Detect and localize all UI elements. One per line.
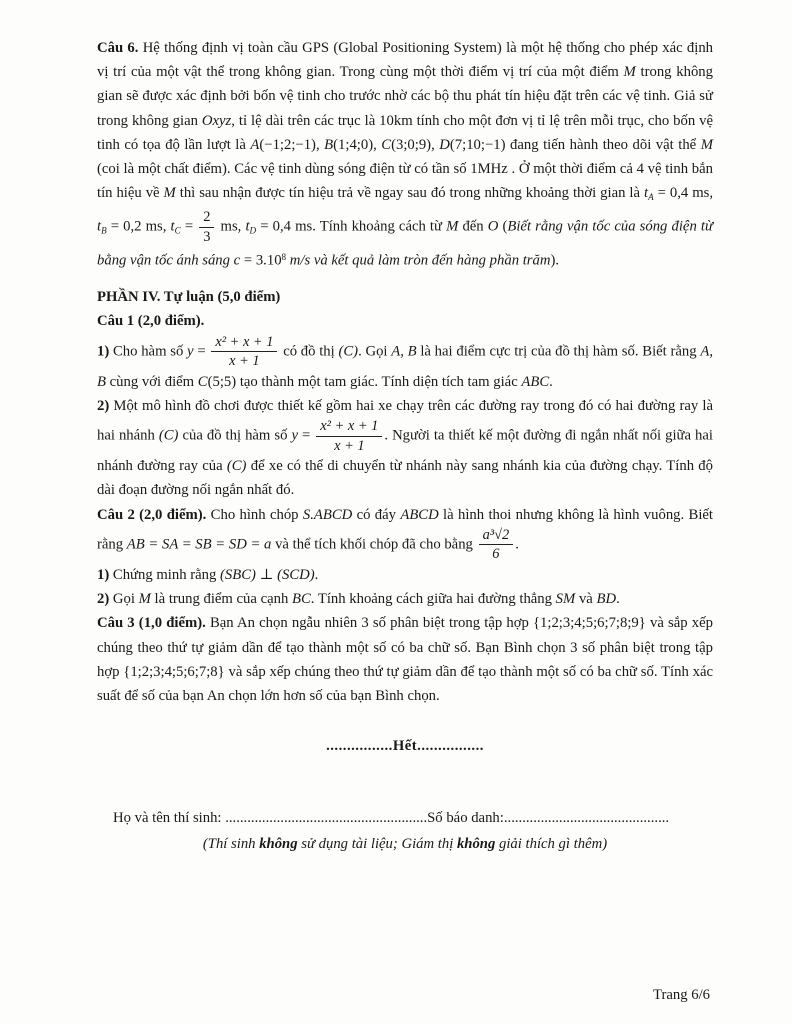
text-segment: (C) <box>338 343 359 360</box>
text-segment: M <box>138 591 151 608</box>
text-segment: 1) <box>97 567 110 583</box>
text-segment: y <box>291 427 298 444</box>
text-segment: M <box>163 185 176 202</box>
text-segment: (−1;2;−1), <box>259 136 325 153</box>
text-segment: SM <box>555 591 576 608</box>
fraction-formula: $\frac{\text{x² + x + 1}}{x + 1}$ <box>314 418 384 454</box>
text-segment: A, B <box>97 343 713 390</box>
text-segment: = 3.10 <box>240 253 282 269</box>
text-segment: để xe có thể di chuyển từ nhánh này sang nhánh kia của đường chạy. Tính độ dài đoạn đường nối ngắn nhất đó. <box>97 458 713 499</box>
text-segment: BC <box>291 591 311 608</box>
text-segment: A <box>648 192 654 203</box>
text-segment: O <box>487 218 499 235</box>
text-segment: C <box>381 136 392 153</box>
text-segment: = <box>180 218 198 235</box>
text-segment: m/s <box>286 253 311 269</box>
text-segment: . <box>314 567 319 583</box>
text-segment: Câu 1 (2,0 điểm). <box>97 313 205 330</box>
text-segment: sử dụng tài liệu; Giám thị <box>297 835 457 852</box>
text-segment: và sắp xếp chúng theo thứ tự giảm dần để tạo thành một số có ba chữ số. Bạn Bình chọn 3 số phân biệt trong tập hợp <box>97 615 713 680</box>
text-segment: Gọi <box>109 591 139 608</box>
fraction-formula: $\frac{\text{a³√2}}{6}$ <box>477 527 516 563</box>
text-segment: = 0,4 ms, <box>653 185 714 202</box>
text-segment: t <box>97 218 102 235</box>
het-line <box>97 734 713 758</box>
text-segment: M <box>446 218 459 235</box>
text-segment: và <box>575 591 597 608</box>
text-segment: trong không gian sẽ được xác định bởi bốn vệ tinh cho trước nhờ các bộ thu phát tín hiệu đặt trên các vệ tinh. Giả sử trong không gian <box>97 64 713 129</box>
text-segment: có đồ thị <box>279 343 339 360</box>
text-segment: không <box>456 835 496 852</box>
text-segment: D <box>439 136 450 153</box>
text-segment: là hai điểm cực trị của đồ thị hàm số. Biết rằng <box>416 343 701 360</box>
text-segment: B <box>324 136 334 153</box>
text-segment: c <box>233 253 241 269</box>
text-segment: 8 <box>281 252 287 263</box>
text-segment: không <box>259 835 298 852</box>
text-segment: B <box>101 225 107 236</box>
text-segment: và thể tích khối chóp đã cho bằng <box>271 536 477 553</box>
text-segment: ....................................................... <box>225 810 428 827</box>
text-segment: . Người ta thiết kế một đường đi ngắn nhất nối giữa hai nhánh đường ray của <box>97 427 713 475</box>
text-segment: ms, <box>216 218 246 235</box>
text-segment: A <box>250 136 260 153</box>
text-segment: (1;4;0), <box>333 136 382 153</box>
text-segment: . Tính khoảng cách giữa hai đường thẳng <box>310 591 556 608</box>
text-segment: M <box>623 64 636 81</box>
text-segment: đang tiến hành theo dõi vật thể <box>505 136 701 153</box>
text-segment: A, B <box>391 343 417 360</box>
text-segment: (C) <box>226 458 247 475</box>
text-segment: (C) <box>158 427 179 444</box>
text-segment: . <box>515 536 519 553</box>
text-segment: (coi là một chất điểm). Các vệ tinh dùng sóng điện từ có tần số 1MHz . Ở một thời điểm cả 4 vệ tinh bắn tín hiệu về <box>97 161 713 202</box>
text-segment: t <box>245 218 250 235</box>
text-segment: tạo thành một tam giác. Tính diện tích tam giác <box>236 373 522 390</box>
text-segment: và kết quả làm tròn đến hàng phần trăm <box>310 253 551 269</box>
text-segment: Bạn An chọn ngẫu nhiên 3 số phân biệt trong tập hợp <box>205 615 533 632</box>
cau-6-paragraph <box>97 36 713 273</box>
text-segment: PHẦN IV. Tự luận (5,0 điểm) <box>97 289 281 306</box>
cau-1-heading <box>97 309 713 333</box>
cau-1-part-2 <box>97 394 713 503</box>
text-segment: của đồ thị hàm số <box>178 427 292 444</box>
text-segment: ). <box>550 253 560 269</box>
cau-2-part-2 <box>97 587 713 611</box>
text-segment: t <box>644 185 649 202</box>
text-segment: {1;2;3;4;5;6;7;8} <box>123 663 225 680</box>
text-segment: . Gọi <box>358 343 392 360</box>
text-segment: S.ABCD <box>302 506 353 523</box>
text-segment: cùng với điểm <box>105 373 198 390</box>
text-segment: Câu 6. <box>97 40 139 56</box>
text-segment: = 0,2 ms, <box>106 218 171 235</box>
text-segment: Biết rằng vận tốc của sóng điện từ bằng vận tốc ánh sáng <box>97 218 713 269</box>
text-segment: . <box>549 373 553 390</box>
text-segment: D <box>249 225 257 236</box>
text-segment: 2) <box>97 591 110 608</box>
cau-2-paragraph <box>97 503 713 563</box>
text-segment: thì sau nhận được tín hiệu trả về ngay sau đó trong những khoảng thời gian là <box>175 185 644 202</box>
text-segment: (Thí sinh <box>202 835 260 852</box>
text-segment: Chứng minh rằng <box>109 567 221 583</box>
text-segment: (7;10;−1) <box>449 136 506 153</box>
text-segment: BD <box>596 591 617 608</box>
text-segment: = <box>193 343 210 360</box>
text-segment: Hệ thống định vị toàn cầu GPS (Global Positioning System) là một hệ thống cho phép xác định vị trí của một vật thể trong không gian. Trong cùng một thời điểm vị trí của một điểm <box>97 40 714 81</box>
fraction-formula: $\frac{\text{x² + x + 1}}{x + 1}$ <box>209 334 279 370</box>
text-segment: (SBC) <box>220 567 256 583</box>
text-segment: ⊥ <box>255 567 278 583</box>
text-segment: có đáy <box>352 506 401 523</box>
cau-3-paragraph <box>97 611 713 708</box>
text-segment: = <box>297 427 315 444</box>
fraction-formula: $\frac{2}{3}$ <box>197 209 216 245</box>
cau-1-part-1 <box>97 334 713 394</box>
exam-note-line <box>97 832 713 856</box>
candidate-name-line <box>97 806 713 830</box>
text-segment: AB = SA = SB = SD = a <box>126 536 272 553</box>
text-segment: Họ và tên thí sinh: <box>113 810 226 827</box>
text-segment: C <box>174 225 181 236</box>
text-segment: Câu 3 (1,0 điểm). <box>97 615 206 632</box>
text-segment: (5;5) <box>207 373 237 390</box>
text-segment: 1) <box>97 343 110 360</box>
text-segment: là hình thoi nhưng không là hình vuông. Biết rằng <box>97 506 713 553</box>
text-segment: giải thích gì thêm) <box>495 835 608 852</box>
text-segment: M <box>700 136 713 153</box>
phan-iv-heading <box>97 285 713 309</box>
text-segment: ............................................. <box>503 810 670 827</box>
text-segment: Oxyz <box>201 112 232 129</box>
text-segment: Cho hàm số <box>109 343 188 360</box>
text-segment: Cho hình chóp <box>206 506 303 523</box>
text-segment: {1;2;3;4;5;6;7;8;9} <box>532 615 646 632</box>
text-segment: (3;0;9), <box>391 136 440 153</box>
text-segment: Một mô hình đồ chơi được thiết kế gồm hai xe chạy trên các đường ray trong đó có hai đường ray là hai nhánh <box>97 397 713 444</box>
page-number: Trang 6/6 <box>653 987 710 1003</box>
text-segment: = 0,4 ms. Tính khoảng cách từ <box>256 218 447 235</box>
text-segment: C <box>197 373 208 390</box>
exam-text-content <box>97 36 713 856</box>
text-segment: , tỉ lệ dài trên các trục là 10km tính cho một đơn vị tỉ lệ trên mỗi trục, cho bốn vệ tinh có tọa độ lần lượt là <box>97 112 713 153</box>
text-segment: . <box>616 591 620 608</box>
text-segment: t <box>170 218 175 235</box>
cau-2-part-1 <box>97 563 713 587</box>
text-segment: đến <box>458 218 488 235</box>
text-segment: ABC <box>521 373 550 390</box>
text-segment: ( <box>498 218 508 235</box>
text-segment: và sắp xếp chúng theo thứ tự giảm dần để tạo thành một số có ba chữ số. Tính xác suất để số của bạn An chọn lớn hơn số của bạn Bình chọn. <box>97 663 713 705</box>
text-segment: (SCD) <box>277 567 315 583</box>
text-segment: ................Hết................ <box>326 738 484 755</box>
text-segment: Số báo danh: <box>427 810 504 827</box>
text-segment: 2) <box>97 397 110 414</box>
text-segment: Câu 2 (2,0 điểm). <box>97 506 207 523</box>
text-segment: ABCD <box>400 506 439 523</box>
text-segment: y <box>187 343 194 360</box>
text-segment: là trung điểm của cạnh <box>150 591 292 608</box>
